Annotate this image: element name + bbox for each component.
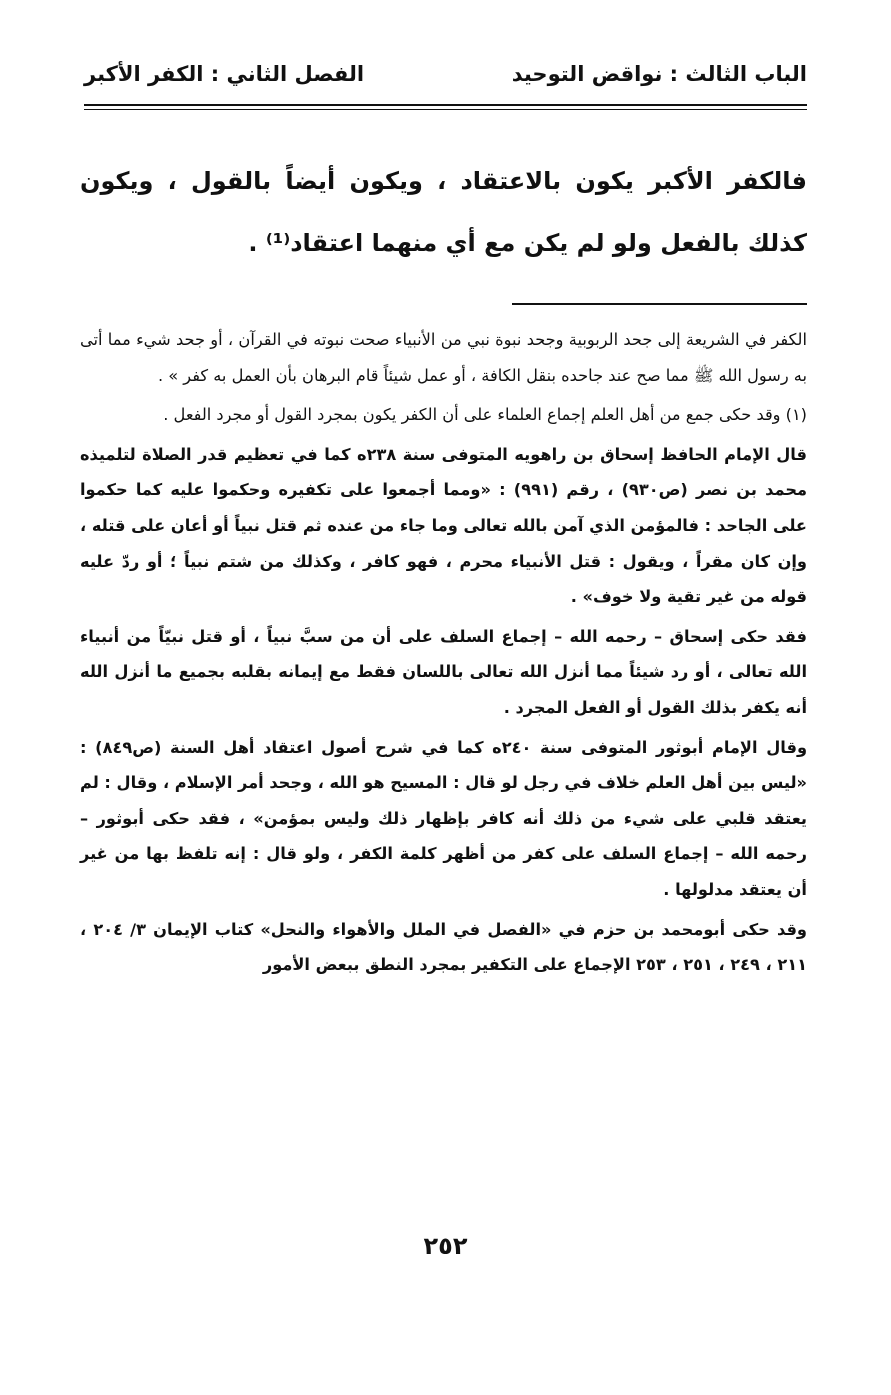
footnote-separator [512, 303, 807, 305]
header-rule [84, 104, 807, 106]
footnote-paragraph: وقال الإمام أبوثور المتوفى سنة ٢٤٠ه كما في شرح أصول اعتقاد أهل السنة (ص٨٤٩) : «ليس بين أهل العلم خلاف في رجل لو قال : المسيح هو الله ، وجحد أمر الإسلام ، وقال : لم يعتقد قلبي على شيء من ذلك أنه كافر بإظهار ذلك وليس بمؤمن» ، فقد حكى أبوثور – رحمه الله – إجماع السلف على كفر من أظهر كلمة الكفر ، ولو قال : إنه تلفظ بها من غير أن يعتقد مدلولها . [80, 737, 807, 899]
footnote-paragraph: فقد حكى إسحاق – رحمه الله – إجماع السلف على أن من سبَّ نبياً ، أو قتل نبيّاً من أنبياء الله تعالى ، أو رد شيئاً مما أنزل الله تعالى باللسان فقط مع إيمانه بقلبه بجميع ما أنزل الله أنه يكفر بذلك القول أو الفعل المجرد . [80, 626, 807, 717]
main-paragraph: فالكفر الأكبر يكون بالاعتقاد ، ويكون أيضاً بالقول ، ويكون كذلك بالفعل ولو لم يكن مع أي منهما اعتقاد⁽¹⁾ . [80, 167, 807, 257]
footnotes [80, 322, 807, 987]
header-rule-thin [84, 109, 807, 110]
header-section: الفصل الثاني : الكفر الأكبر [84, 62, 365, 86]
footnote-paragraph: قال الإمام الحافظ إسحاق بن راهويه المتوفى سنة ٢٣٨ه كما في تعظيم قدر الصلاة لتلميذه محمد بن نصر (ص٩٣٠) ، رقم (٩٩١) : «ومما أجمعوا على تكفيره وحكموا عليه كما حكموا على الجاحد : فالمؤمن الذي آمن بالله تعالى وما جاء من عنده ثم قتل نبياً أو أعان على قتله ، وإن كان مقراً ، ويقول : قتل الأنبياء محرم ، فهو كافر ، وكذلك من شتم نبياً ؛ أو ردّ عليه قوله من غير تقية ولا خوف» . [80, 444, 808, 607]
footnote-paragraph: وقد حكى أبومحمد بن حزم في «الفصل في الملل والأهواء والنحل» كتاب الإيمان ٣/ ٢٠٤ ، ٢١١ ، ٢٤٩ ، ٢٥١ ، ٢٥٣ الإجماع على التكفير بمجرد النطق ببعض الأمور [80, 919, 807, 975]
header-chapter: الباب الثالث : نواقض التوحيد [511, 62, 807, 86]
page-number: ٢٥٢ [423, 1232, 468, 1260]
running-header [84, 52, 807, 96]
footnote-paragraph: (١) وقد حكى جمع من أهل العلم إجماع العلماء على أن الكفر يكون بمجرد القول أو مجرد الفعل . [163, 405, 807, 425]
footnote-paragraph: الكفر في الشريعة إلى جحد الربوبية وجحد نبوة نبي من الأنبياء صحت نبوته في القرآن ، أو جحد شيء مما أتى به رسول الله ﷺ مما صح عند جاحده بنقل الكافة ، أو عمل شيئاً قام البرهان بأن العمل به كفر » . [80, 330, 807, 385]
